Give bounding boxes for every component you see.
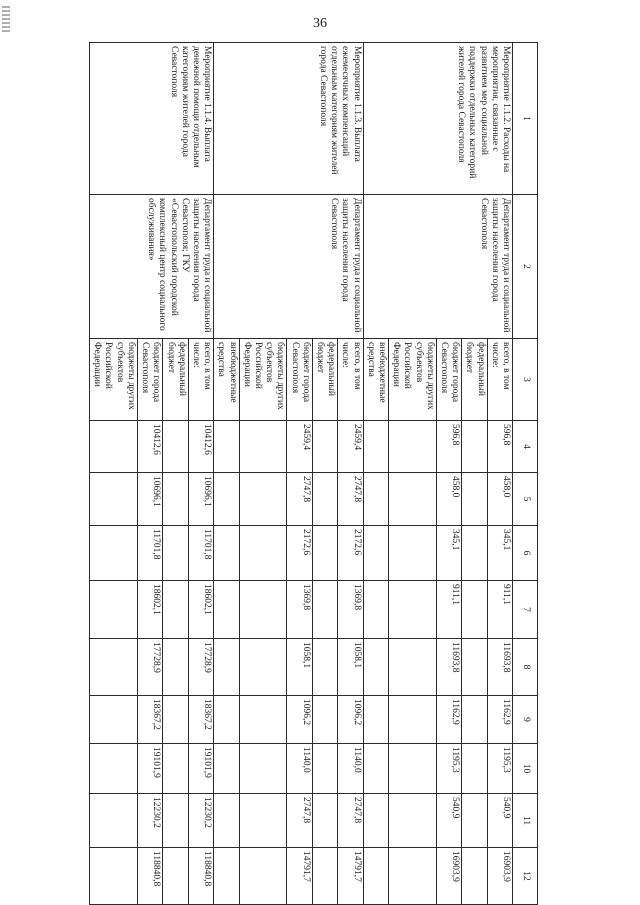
value-cell xyxy=(363,581,388,639)
value-cell: 911,1 xyxy=(436,581,461,639)
value-cell: 345,1 xyxy=(487,526,512,581)
value-cell xyxy=(90,794,138,848)
value-cell xyxy=(462,421,487,473)
value-cell xyxy=(388,848,436,905)
header-row xyxy=(513,43,538,905)
value-cell: 2459,4 xyxy=(287,421,312,473)
value-cell xyxy=(388,639,436,696)
value-cell xyxy=(163,744,188,794)
value-cell: 1162,9 xyxy=(436,696,461,744)
funding-source-cell: федеральный бюджет xyxy=(462,339,487,421)
value-cell xyxy=(462,794,487,848)
value-cell xyxy=(163,639,188,696)
value-cell xyxy=(90,744,138,794)
value-cell xyxy=(239,421,287,473)
value-cell: 10696,1 xyxy=(188,473,213,526)
value-cell: 1096,2 xyxy=(287,696,312,744)
value-cell xyxy=(312,581,337,639)
col-header: 12 xyxy=(513,848,538,905)
value-cell: 12230,2 xyxy=(188,794,213,848)
value-cell: 1195,3 xyxy=(436,744,461,794)
value-cell xyxy=(90,473,138,526)
value-cell: 458,0 xyxy=(436,473,461,526)
value-cell xyxy=(214,526,239,581)
value-cell: 118840,8 xyxy=(137,848,162,905)
funding-source-cell: федеральный бюджет xyxy=(163,339,188,421)
value-cell: 1162,9 xyxy=(487,696,512,744)
funding-source-cell: всего, в том числе: xyxy=(338,339,363,421)
value-cell: 2459,4 xyxy=(338,421,363,473)
funding-source-cell: бюджет города Севастополя xyxy=(287,339,312,421)
value-cell xyxy=(312,696,337,744)
value-cell: 596,8 xyxy=(436,421,461,473)
value-cell xyxy=(90,421,138,473)
funding-source-cell: бюджеты других субъектов Российской Федерации xyxy=(239,339,287,421)
col-header: 11 xyxy=(513,794,538,848)
value-cell xyxy=(214,794,239,848)
table-row xyxy=(188,43,213,905)
value-cell xyxy=(214,639,239,696)
scan-edge-mark xyxy=(2,6,10,32)
funding-source-cell: внебюджетные средства xyxy=(363,339,388,421)
value-cell xyxy=(363,639,388,696)
activity-cell: Мероприятие 1.1.3. Выплата ежемесячных компенсаций отдельным категориям жителей города Севастополя xyxy=(214,43,363,195)
value-cell xyxy=(312,848,337,905)
value-cell xyxy=(214,848,239,905)
funding-source-cell: всего, в том числе: xyxy=(188,339,213,421)
value-cell: 16903,9 xyxy=(436,848,461,905)
funding-source-cell: федеральный бюджет xyxy=(312,339,337,421)
executor-cell: Департамент труда и социальной защиты населения города Севастополя; ГКУ «Севастопольский городской комплексный центр социального обслуживания» xyxy=(90,195,214,339)
value-cell xyxy=(90,581,138,639)
value-cell xyxy=(462,848,487,905)
value-cell: 18602,1 xyxy=(188,581,213,639)
value-cell: 2747,8 xyxy=(338,794,363,848)
value-cell: 540,9 xyxy=(436,794,461,848)
value-cell: 1140,0 xyxy=(338,744,363,794)
value-cell: 540,9 xyxy=(487,794,512,848)
value-cell xyxy=(462,526,487,581)
value-cell: 18602,1 xyxy=(137,581,162,639)
funding-source-cell: бюджет города Севастополя xyxy=(137,339,162,421)
value-cell: 19101,9 xyxy=(188,744,213,794)
value-cell xyxy=(363,794,388,848)
value-cell xyxy=(214,421,239,473)
budget-table xyxy=(89,42,538,905)
value-cell xyxy=(239,696,287,744)
value-cell xyxy=(363,526,388,581)
value-cell xyxy=(462,581,487,639)
value-cell xyxy=(312,744,337,794)
value-cell xyxy=(363,744,388,794)
value-cell xyxy=(363,473,388,526)
value-cell xyxy=(239,639,287,696)
value-cell: 2747,8 xyxy=(287,473,312,526)
value-cell xyxy=(388,473,436,526)
value-cell xyxy=(462,696,487,744)
table-body xyxy=(90,43,513,905)
activity-cell: Мероприятие 1.1.2. Расходы на мероприятия, связанные с развитием мер социальной поддержки отдельных категорий жителей города Севастополя xyxy=(363,43,512,195)
value-cell xyxy=(214,744,239,794)
value-cell: 14791,7 xyxy=(287,848,312,905)
value-cell xyxy=(239,581,287,639)
value-cell xyxy=(462,473,487,526)
executor-cell: Департамент труда и социальной защиты населения города Севастополя xyxy=(363,195,512,339)
value-cell xyxy=(90,639,138,696)
col-header: 4 xyxy=(513,421,538,473)
value-cell xyxy=(363,696,388,744)
value-cell: 1058,1 xyxy=(338,639,363,696)
value-cell: 1195,3 xyxy=(487,744,512,794)
value-cell: 10696,1 xyxy=(137,473,162,526)
value-cell xyxy=(163,794,188,848)
value-cell xyxy=(388,744,436,794)
value-cell xyxy=(388,581,436,639)
value-cell xyxy=(214,473,239,526)
value-cell: 2747,8 xyxy=(338,473,363,526)
executor-cell: Департамент труда и социальной защиты населения города Севастополя xyxy=(214,195,363,339)
value-cell xyxy=(239,473,287,526)
value-cell xyxy=(363,421,388,473)
rotated-table-wrapper xyxy=(92,42,538,904)
value-cell: 10412,6 xyxy=(137,421,162,473)
value-cell xyxy=(312,473,337,526)
col-header: 3 xyxy=(513,339,538,421)
col-header: 10 xyxy=(513,744,538,794)
value-cell xyxy=(388,794,436,848)
funding-source-cell: бюджеты других субъектов Российской Федерации xyxy=(90,339,138,421)
value-cell: 2747,8 xyxy=(287,794,312,848)
col-header: 8 xyxy=(513,639,538,696)
value-cell xyxy=(163,848,188,905)
value-cell xyxy=(90,526,138,581)
value-cell xyxy=(363,848,388,905)
funding-source-cell: бюджет города Севастополя xyxy=(436,339,461,421)
value-cell xyxy=(214,696,239,744)
value-cell: 11701,8 xyxy=(137,526,162,581)
value-cell: 11701,8 xyxy=(188,526,213,581)
table-row xyxy=(487,43,512,905)
value-cell: 14791,7 xyxy=(338,848,363,905)
value-cell: 345,1 xyxy=(436,526,461,581)
value-cell: 596,8 xyxy=(487,421,512,473)
value-cell xyxy=(312,639,337,696)
value-cell xyxy=(163,581,188,639)
value-cell: 10412,6 xyxy=(188,421,213,473)
value-cell: 458,0 xyxy=(487,473,512,526)
col-header: 1 xyxy=(513,43,538,195)
value-cell xyxy=(163,421,188,473)
value-cell: 17728,9 xyxy=(137,639,162,696)
value-cell: 11693,8 xyxy=(436,639,461,696)
col-header: 9 xyxy=(513,696,538,744)
value-cell xyxy=(462,639,487,696)
value-cell xyxy=(90,848,138,905)
value-cell xyxy=(388,421,436,473)
col-header: 5 xyxy=(513,473,538,526)
table-row xyxy=(338,43,363,905)
value-cell xyxy=(214,581,239,639)
value-cell xyxy=(312,526,337,581)
value-cell xyxy=(239,526,287,581)
value-cell: 911,1 xyxy=(487,581,512,639)
value-cell: 1369,8 xyxy=(338,581,363,639)
value-cell: 1096,2 xyxy=(338,696,363,744)
value-cell: 2172,6 xyxy=(338,526,363,581)
value-cell: 2172,6 xyxy=(287,526,312,581)
value-cell xyxy=(462,744,487,794)
value-cell: 18367,2 xyxy=(137,696,162,744)
activity-cell: Мероприятие 1.1.4. Выплата денежной помощи отдельным категориям жителей города Севастополя xyxy=(90,43,214,195)
page-number: 36 xyxy=(313,16,327,31)
value-cell: 11693,8 xyxy=(487,639,512,696)
value-cell: 1058,1 xyxy=(287,639,312,696)
funding-source-cell: бюджеты других субъектов Российской Федерации xyxy=(388,339,436,421)
value-cell xyxy=(388,696,436,744)
value-cell xyxy=(388,526,436,581)
col-header: 7 xyxy=(513,581,538,639)
value-cell: 12230,2 xyxy=(137,794,162,848)
col-header: 6 xyxy=(513,526,538,581)
value-cell: 1140,0 xyxy=(287,744,312,794)
value-cell: 1369,8 xyxy=(287,581,312,639)
value-cell xyxy=(239,794,287,848)
value-cell xyxy=(312,794,337,848)
value-cell xyxy=(163,473,188,526)
funding-source-cell: внебюджетные средства xyxy=(214,339,239,421)
col-header: 2 xyxy=(513,195,538,339)
value-cell xyxy=(239,744,287,794)
value-cell xyxy=(163,696,188,744)
value-cell xyxy=(90,696,138,744)
value-cell: 19101,9 xyxy=(137,744,162,794)
value-cell xyxy=(312,421,337,473)
value-cell: 16903,9 xyxy=(487,848,512,905)
value-cell xyxy=(163,526,188,581)
value-cell: 18367,2 xyxy=(188,696,213,744)
value-cell: 17728,9 xyxy=(188,639,213,696)
value-cell: 118840,8 xyxy=(188,848,213,905)
funding-source-cell: всего, в том числе: xyxy=(487,339,512,421)
value-cell xyxy=(239,848,287,905)
